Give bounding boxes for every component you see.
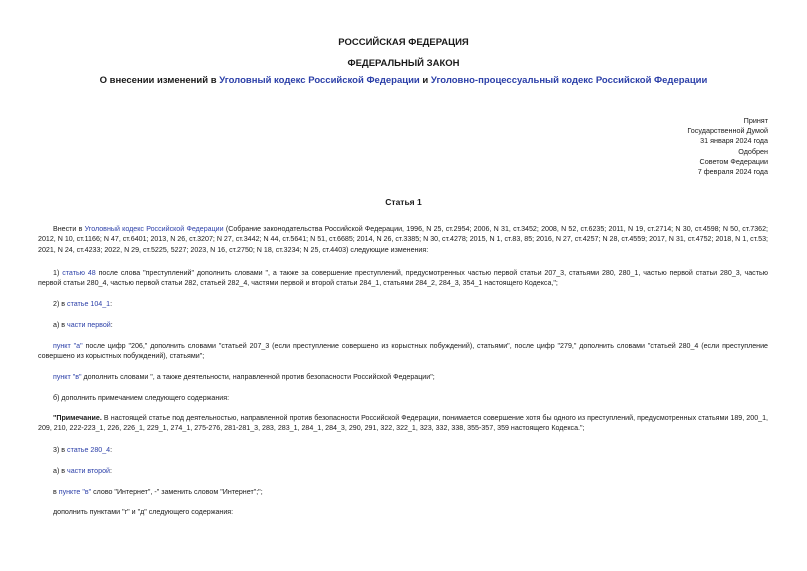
adoption-block [568,116,768,177]
approved-date: 7 февраля 2024 года [697,167,768,177]
document-kind-heading: ФЕДЕРАЛЬНЫЙ ЗАКОН [347,58,460,69]
note-paragraph [38,413,768,434]
intro-criminal-code-link[interactable]: Уголовный кодекс Российской Федерации [84,225,224,233]
note-label: "Примечание. [53,414,102,422]
part-two-link[interactable]: части второй [67,467,110,475]
item-3-post: : [110,446,113,454]
point-a-text: после цифр "206," дополнить словами "статьей 207_3 (если преступление совершено из корыстных побуждений), статьями", после цифр "279," дополнить словами "статьей 280_4 (если преступление совершено из корыстных побуждений), статьями"; [38,342,768,361]
item-2-pre: 2) в [53,300,68,308]
law-title-prefix: О внесении изменений в [99,75,220,86]
item-2a-post: : [110,321,113,329]
item-3a-post: : [109,467,112,475]
item-3a-paragraph [53,466,112,476]
point-v-part-two-link[interactable]: пункте "в" [58,488,92,496]
adopted-by: Государственной Думой [687,126,768,136]
item-2-post: : [110,300,113,308]
item-3a-line-1 [53,487,263,497]
approved-label: Одобрен [738,146,768,156]
criminal-procedure-code-link[interactable]: Уголовно-процессуальный кодекс Российской Федерации [430,75,708,86]
item-1-text: после слова "преступлений" дополнить словами ", а также за совершение преступлений, предусмотренных частью первой статьи 207_3, статьями 280, 280_1, частью первой статьи 280_3, частью первой статьи 280_4, частью первой статьи 282, статьей 282_4, частями первой и второй статьи 284_1, статьями 284_2, 284_3, 354_1 настоящего Кодекса,"; [38,269,768,288]
item-2b-paragraph: б) дополнить примечанием следующего содержания: [53,394,230,402]
intro-text: (Собрание законодательства Российской Федерации, 1996, N 25, ст.2954; 2006, N 31, ст.3452; 2008, N 52, ст.6235; 2011, N 19, ст.2714; N 30, ст.4598; N 50, ст.7362; 2012, N 10, ст.1166; N 47, ст.6401; 2013, N 26, ст.3207; N 27, ст.3442; N 44, ст.5641; N 51, ст.6685; 2014, N 26, ст.3385; N 30, ст.4278; 2015, N 1, ст.83, 85; 2016, N 27, ст.4257; N 28, ст.4559; 2017, N 31, ст.4752; 2018, N 1, ст.53; 2021, N 24, ст.4233; 2022, N 29, ст.5225, 5227; 2023, N 16, ст.2750; N 18, ст.3234; N 25, ст.4403) следующие изменения: [38,225,769,254]
article-48-link[interactable]: статью 48 [62,269,96,277]
note-text: В настоящей статье под деятельностью, направленной против безопасности Российской Федерации, понимается совершение хотя бы одного из преступлений, предусмотренных статьями 189, 200_1, 209, 210, 222-223_1, 226, 226_1, 229_1, 274_1, 275-276, 281-281_3, 283, 283_1, 284_1, 284_3, 290, 291, 322, 322_1, 323, 332, 338, 355-357, 359 настоящего Кодекса."; [38,414,768,433]
item-3a-line-1-pre: в [53,488,59,496]
item-2-paragraph [53,299,112,309]
item-3a-line-1-text: слово "Интернет", -" заменить словом "Интернет";"; [91,488,263,496]
point-v-text: дополнить словами ", а также деятельности, направленной против безопасности Российской Федерации"; [81,373,435,381]
article-104-1-link[interactable]: статье 104_1 [67,300,111,308]
item-2a-pre: а) в [53,321,68,329]
adopted-date: 31 января 2024 года [700,136,768,146]
item-2a-paragraph [53,320,113,330]
law-title-and: и [419,75,431,86]
law-title [0,75,807,86]
point-v-link[interactable]: пункт "в" [53,373,82,381]
point-a-link[interactable]: пункт "а" [53,342,83,350]
item-3a-pre: а) в [53,467,68,475]
item-3a-line-2: дополнить пунктами "г" и "д" следующего содержания: [53,508,234,516]
approved-by: Советом Федерации [699,156,768,166]
adopted-label: Принят [743,116,768,125]
point-v-paragraph [53,372,435,382]
intro-paragraph [38,224,768,255]
part-one-link[interactable]: части первой [67,321,111,329]
country-heading: РОССИЙСКАЯ ФЕДЕРАЦИЯ [338,37,469,48]
item-3-paragraph [53,445,112,455]
item-3-pre: 3) в [53,446,68,454]
point-a-paragraph [38,341,768,362]
article-280-4-link[interactable]: статье 280_4 [67,446,111,454]
criminal-code-link[interactable]: Уголовный кодекс Российской Федерации [219,75,420,86]
article-title: Статья 1 [385,197,422,207]
item-1-paragraph [38,268,768,289]
intro-pre: Внести в [53,225,85,233]
item-1-pre: 1) [53,269,63,277]
